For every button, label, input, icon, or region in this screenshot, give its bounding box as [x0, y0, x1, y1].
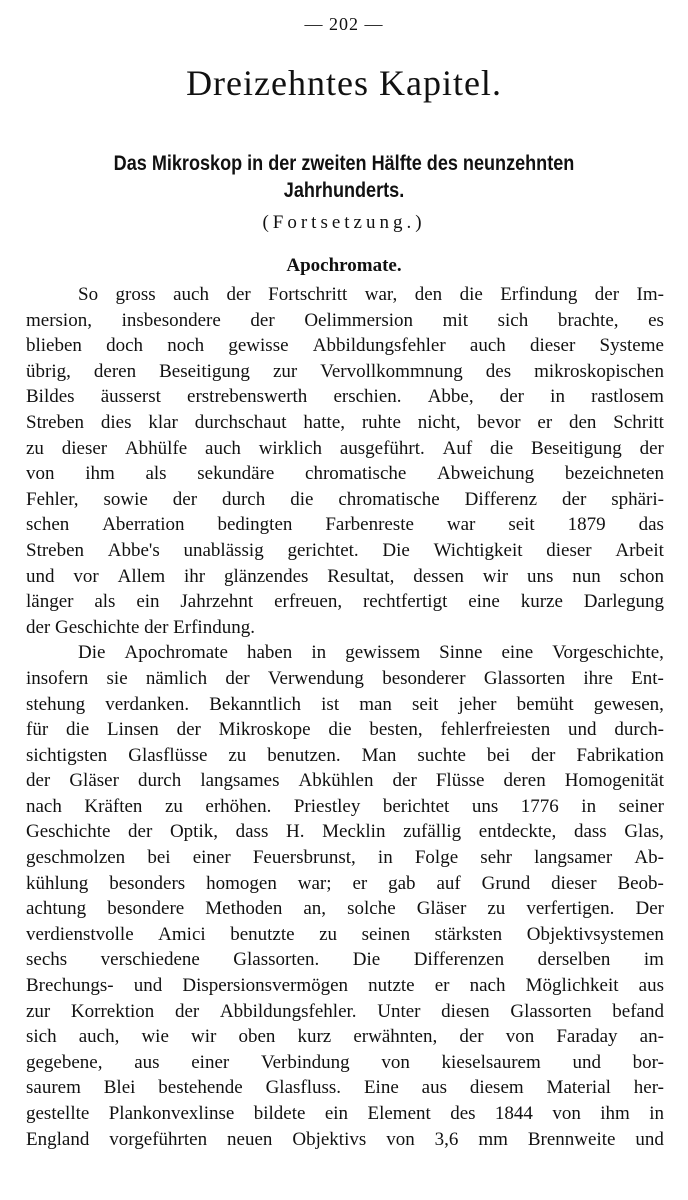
text-line: sechs verschiedene Glassorten. Die Differenzen derselben im [26, 949, 664, 971]
text-line: für die Linsen der Mikroskope die besten, fehlerfreiesten und durch- [26, 719, 664, 741]
main-title [83, 150, 606, 204]
text-line: gestellte Plankonvexlinse bildete ein Element des 1844 von ihm in [26, 1103, 664, 1124]
text-line: verdienstvolle Amici benutzte zu seinen stärksten Objektivsystemen [26, 923, 664, 945]
text-line: Geschichte der Optik, dass H. Mecklin zufällig entdeckte, dass Glas, [26, 821, 664, 843]
text-line: der Geschichte der Erfindung. [26, 616, 255, 638]
body-text [26, 282, 664, 1152]
text-line: blieben doch noch gewisse Abbildungsfehler auch dieser Systeme [26, 335, 664, 357]
text-line: England vorgeführten neuen Objektivs von 3,6 mm Brennweite und [26, 1128, 664, 1150]
text-line: mersion, insbesondere der Oelimmersion mit sich brachte, es [26, 309, 664, 331]
text-line: zur Korrektion der Abbildungsfehler. Unter diesen Glassorten befand [26, 1000, 664, 1022]
text-line: kühlung besonders homogen war; er gab auf Grund dieser Beob- [26, 872, 664, 894]
text-line: geschmolzen bei einer Feuersbrunst, in Folge sehr langsamer Ab- [26, 847, 664, 869]
text-line: Die Apochromate haben in gewissem Sinne eine Vorgeschichte, [78, 642, 664, 664]
text-line: Streben Abbe's unablässig gerichtet. Die Wichtigkeit dieser Arbeit [26, 539, 664, 561]
text-line: sichtigsten Glasflüsse zu benutzen. Man suchte bei der Fabrikation [26, 744, 664, 766]
text-line: schen Aberration bedingten Farbenreste war seit 1879 das [26, 514, 664, 536]
text-line: gegebene, aus einer Verbindung von kieselsaurem und bor- [26, 1051, 664, 1073]
text-line: sich auch, wie wir oben kurz erwähnten, der von Faraday an- [26, 1026, 664, 1048]
text-line: insofern sie nämlich der Verwendung besonderer Glassorten ihre Ent- [26, 667, 664, 689]
text-line: Brechungs- und Dispersionsvermögen nutzte er nach Möglichkeit aus [26, 975, 664, 997]
text-line: länger als ein Jahrzehnt erfreuen, rechtfertigt eine kurze Darlegung [26, 591, 664, 613]
text-line: Bildes äusserst erstrebenswerth erschien. Abbe, der in rastlosem [26, 386, 664, 408]
text-line: Fehler, sowie der durch die chromatische Differenz der sphäri- [26, 488, 664, 510]
text-line: nach Kräften zu erhöhen. Priestley berichtet uns 1776 in seiner [26, 795, 664, 817]
text-line: der Gläser durch langsames Abkühlen der Flüsse deren Homogenität [26, 770, 664, 792]
text-line: saurem Blei bestehende Glasfluss. Eine aus diesem Material her- [26, 1077, 664, 1099]
text-line: Streben dies klar durchschaut hatte, ruhte nicht, bevor er den Schritt [26, 411, 664, 433]
main-title-line2: Jahrhunderts. [283, 179, 405, 202]
page-number: — 202 — [304, 14, 384, 34]
main-title-line1: Das Mikroskop in der zweiten Hälfte des neunzehnten [113, 152, 575, 175]
text-line: und vor Allem ihr glänzendes Resultat, dessen wir uns nun schon [26, 565, 664, 587]
section-heading: Apochromate. [286, 255, 402, 276]
text-line: stehung verdanken. Bekanntlich ist man seit jeher bemüht gewesen, [26, 693, 664, 715]
chapter-title: Dreizehntes Kapitel. [186, 63, 502, 103]
subtitle: (Fortsetzung.) [262, 212, 426, 233]
text-line: So gross auch der Fortschritt war, den die Erfindung der Im- [78, 284, 664, 305]
text-line: übrig, deren Beseitigung zur Vervollkommnung des mikroskopischen [26, 360, 664, 382]
text-line: von ihm als sekundäre chromatische Abweichung bezeichneten [26, 463, 664, 485]
text-line: zu dieser Abhülfe auch wirklich ausgeführt. Auf die Beseitigung der [26, 437, 664, 459]
text-line: achtung besondere Methoden an, solche Gläser zu verfertigen. Der [26, 898, 664, 920]
